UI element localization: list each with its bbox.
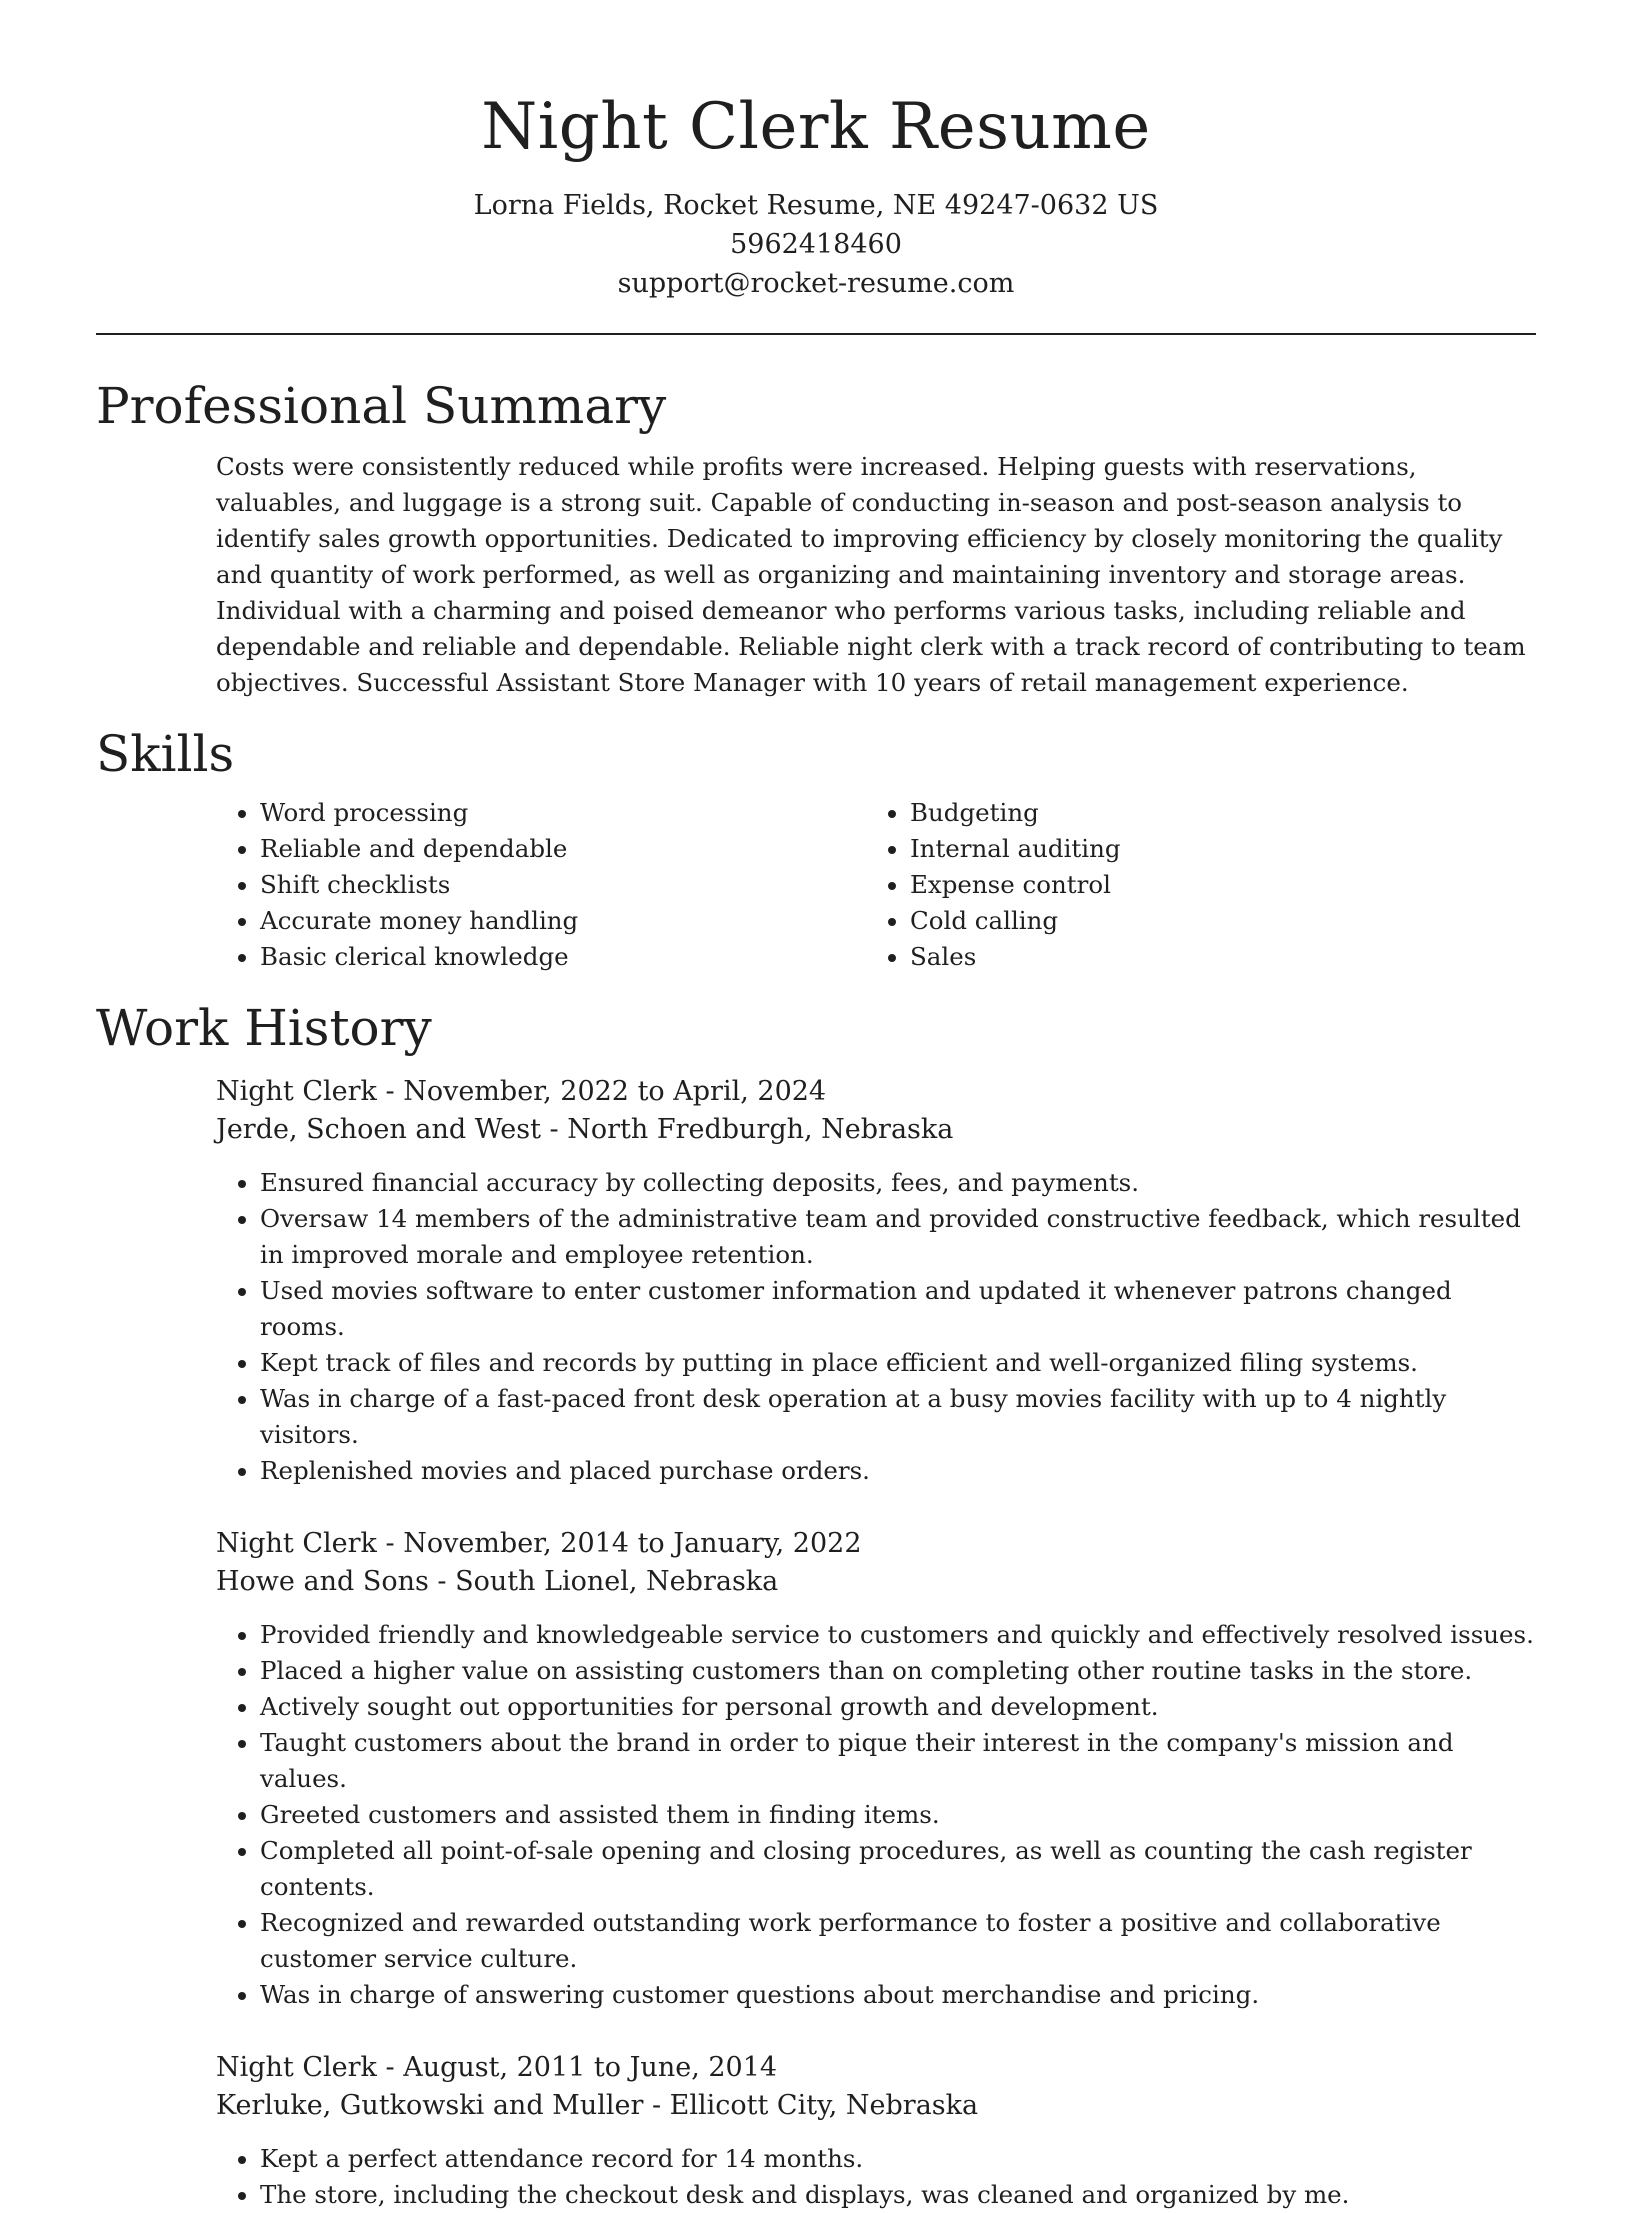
skill-item: • Sales: [910, 939, 1516, 975]
job-bullet: • Placed a higher value on assisting customers than on completing other routine tasks in the store.: [260, 1653, 1536, 1689]
skills-list-left: [216, 795, 866, 975]
contact-phone: 5962418460: [730, 229, 902, 260]
summary-heading: Professional Summary: [96, 377, 667, 435]
contact-address: Lorna Fields, Rocket Resume, NE 49247-0632 US: [473, 190, 1159, 221]
job-bullet: • Recognized and rewarded outstanding work performance to foster a positive and collaborative customer service culture.: [260, 1905, 1536, 1977]
skill-item: • Expense control: [910, 867, 1516, 903]
skill-item: • Basic clerical knowledge: [260, 939, 866, 975]
job-bullet: • Used movies software to enter customer information and updated it whenever patrons changed rooms.: [260, 1273, 1536, 1345]
skill-item: • Word processing: [260, 795, 866, 831]
skill-item: • Internal auditing: [910, 831, 1516, 867]
job-bullet: • Actively sought out opportunities for personal growth and development.: [260, 1689, 1536, 1725]
document-title: Night Clerk Resume: [481, 90, 1151, 164]
skill-item: • Shift checklists: [260, 867, 866, 903]
job-bullet: • Replenished movies and placed purchase orders.: [260, 1453, 1536, 1489]
job-bullet: • Greeted customers and assisted them in finding items.: [260, 1797, 1536, 1833]
resume-header: [96, 0, 1536, 303]
contact-info: [96, 186, 1536, 303]
job-bullet: • Was in charge of answering customer questions about merchandise and pricing.: [260, 1977, 1536, 2013]
skill-item: • Budgeting: [910, 795, 1516, 831]
skill-item: • Cold calling: [910, 903, 1516, 939]
summary-text: Costs were consistently reduced while profits were increased. Helping guests with reservations, valuables, and luggage is a strong suit. Capable of conducting in-season and post-season analysis to identify sales growth opportunities. Dedicated to improving efficiency by closely monitoring the quality and quantity of work performed, as well as organizing and maintaining inventory and storage areas. Individual with a charming and poised demeanor who performs various tasks, including reliable and dependable and reliable and dependable. Reliable night clerk with a track record of contributing to team objectives. Successful Assistant Store Manager with 10 years of retail management experience.: [216, 452, 1526, 697]
job-company-line: Kerluke, Gutkowski and Muller - Ellicott City, Nebraska: [216, 2090, 979, 2121]
job-bullet-list: [216, 1617, 1536, 2013]
skill-item: • Accurate money handling: [260, 903, 866, 939]
job-entry: [216, 2049, 1536, 2213]
job-bullet-list: [216, 1165, 1536, 1489]
skills-list-right: [866, 795, 1516, 975]
job-title-line: Night Clerk - November, 2022 to April, 2024: [216, 1076, 827, 1107]
job-entry: [216, 1525, 1536, 2013]
job-bullet: • Completed all point-of-sale opening and closing procedures, as well as counting the cash register contents.: [260, 1833, 1536, 1905]
resume-page: [96, 0, 1536, 2213]
job-entry: [216, 1073, 1536, 1489]
skill-item: • Reliable and dependable: [260, 831, 866, 867]
summary-section: [96, 375, 1536, 701]
job-bullet: • Kept a perfect attendance record for 14 months.: [260, 2141, 1536, 2177]
job-title-line: Night Clerk - November, 2014 to January, 2022: [216, 1528, 862, 1559]
job-bullet: • The store, including the checkout desk and displays, was cleaned and organized by me.: [260, 2177, 1536, 2213]
skills-section: [96, 723, 1536, 975]
job-bullet: • Provided friendly and knowledgeable service to customers and quickly and effectively resolved issues.: [260, 1617, 1536, 1653]
contact-email: support@rocket-resume.com: [617, 268, 1015, 299]
job-bullet: • Ensured financial accuracy by collecting deposits, fees, and payments.: [260, 1165, 1536, 1201]
job-bullet-list: [216, 2141, 1536, 2213]
work-history-heading: Work History: [96, 999, 432, 1057]
header-divider: [96, 333, 1536, 335]
skills-grid: [216, 795, 1536, 975]
job-company-line: Howe and Sons - South Lionel, Nebraska: [216, 1566, 779, 1597]
job-bullet: • Was in charge of a fast-paced front desk operation at a busy movies facility with up to 4 nightly visitors.: [260, 1381, 1536, 1453]
job-bullet: • Taught customers about the brand in order to pique their interest in the company's mission and values.: [260, 1725, 1536, 1797]
skills-heading: Skills: [96, 725, 235, 783]
work-history-section: [96, 997, 1536, 2213]
job-bullet: • Oversaw 14 members of the administrative team and provided constructive feedback, which resulted in improved morale and employee retention.: [260, 1201, 1536, 1273]
job-bullet: • Kept track of files and records by putting in place efficient and well-organized filing systems.: [260, 1345, 1536, 1381]
job-title-line: Night Clerk - August, 2011 to June, 2014: [216, 2052, 778, 2083]
job-company-line: Jerde, Schoen and West - North Fredburgh, Nebraska: [216, 1114, 954, 1145]
